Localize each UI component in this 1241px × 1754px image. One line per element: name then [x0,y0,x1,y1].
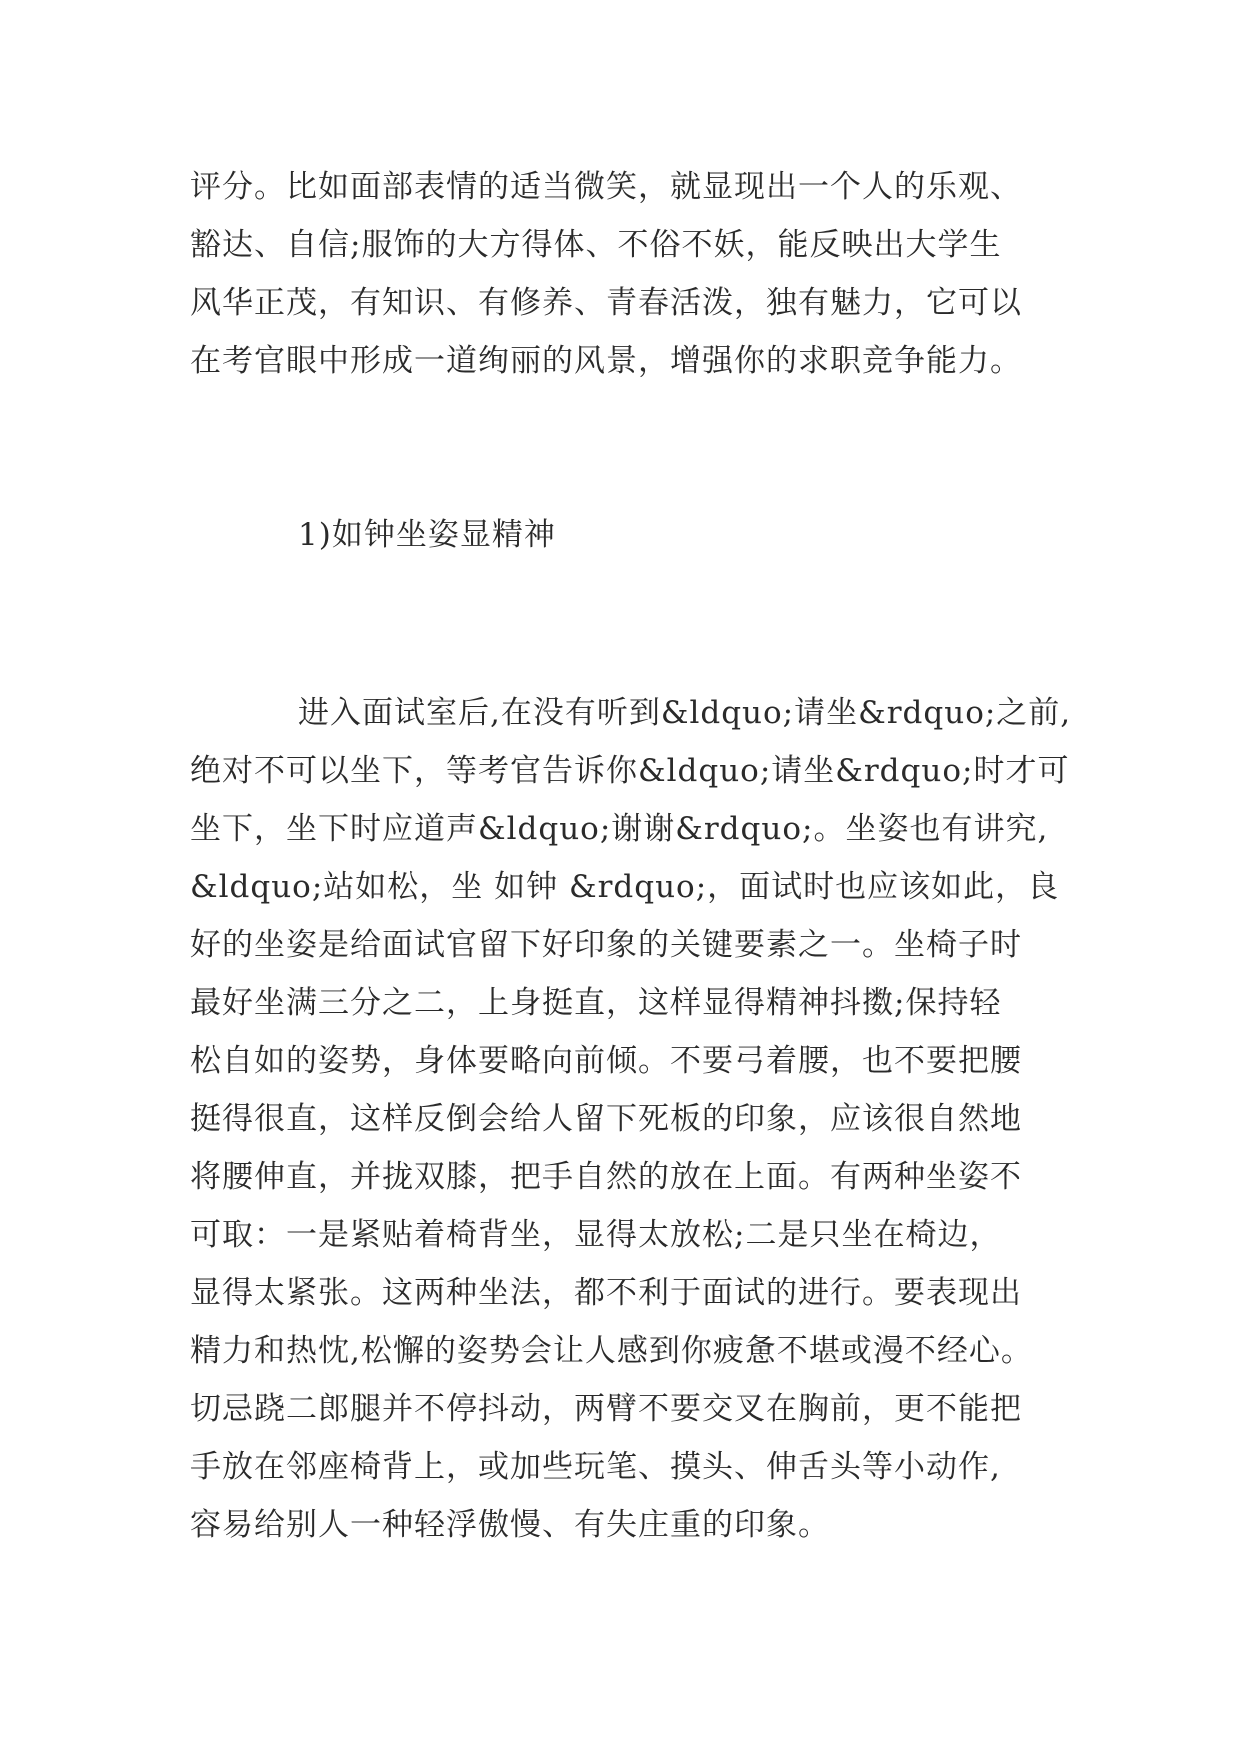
paragraph-sitting-posture [190,684,1070,1554]
text-line: 挺得很直，这样反倒会给人留下死板的印象，应该很自然地 [190,1101,1022,1137]
section-heading: 1)如钟坐姿显精神 [298,517,556,553]
text-line: 松自如的姿势，身体要略向前倾。不要弓着腰，也不要把腰 [190,1043,1022,1079]
text-line: 将腰伸直，并拢双膝，把手自然的放在上面。有两种坐姿不 [190,1159,1022,1195]
text-line: 进入面试室后,在没有听到&ldquo;请坐&rdquo;之前, [298,695,1072,731]
text-line: 切忌跷二郎腿并不停抖动，两臂不要交叉在胸前，更不能把 [190,1391,1022,1427]
text-line: 最好坐满三分之二，上身挺直，这样显得精神抖擞;保持轻 [190,985,1002,1021]
text-line: &ldquo;站如松，坐 如钟 &rdquo;，面试时也应该如此，良 [190,869,1060,905]
text-line: 精力和热忱,松懈的姿势会让人感到你疲惫不堪或漫不经心。 [190,1333,1033,1369]
text-line: 在考官眼中形成一道绚丽的风景，增强你的求职竞争能力。 [190,343,1022,379]
text-line: 风华正茂，有知识、有修养、青春活泼，独有魅力，它可以 [190,285,1022,321]
text-line: 手放在邻座椅背上，或加些玩笔、摸头、伸舌头等小动作, [190,1449,1001,1485]
text-line: 绝对不可以坐下，等考官告诉你&ldquo;请坐&rdquo;时才可 [190,753,1070,789]
text-line: 豁达、自信;服饰的大方得体、不俗不妖，能反映出大学生 [190,227,1002,263]
text-line: 评分。比如面部表情的适当微笑，就显现出一个人的乐观、 [190,169,1022,205]
text-line: 坐下，坐下时应道声&ldquo;谢谢&rdquo;。坐姿也有讲究, [190,811,1049,847]
text-line: 容易给别人一种轻浮傲慢、有失庄重的印象。 [190,1507,830,1543]
text-line: 显得太紧张。这两种坐法，都不利于面试的进行。要表现出 [190,1275,1022,1311]
paragraph-appearance [190,158,1070,390]
text-line: 好的坐姿是给面试官留下好印象的关键要素之一。坐椅子时 [190,927,1022,963]
text-line: 可取：一是紧贴着椅背坐，显得太放松;二是只坐在椅边， [190,1217,1002,1253]
